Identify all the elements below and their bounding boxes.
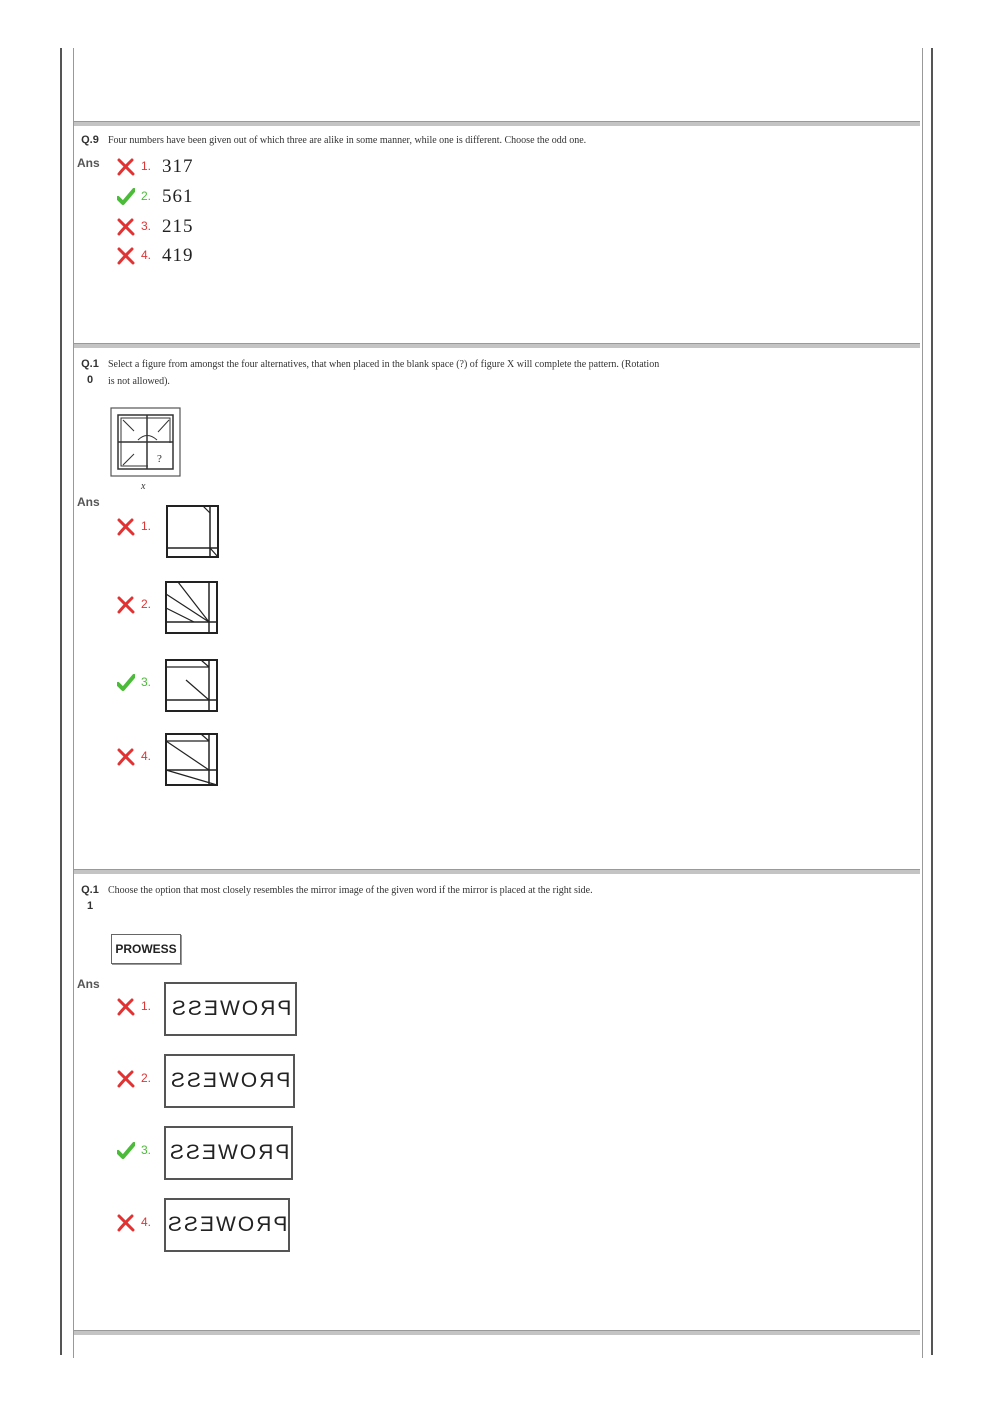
option-number: 1. xyxy=(141,519,152,533)
answer-label: Ans xyxy=(77,156,100,170)
separator xyxy=(74,1330,920,1335)
option-value: 215 xyxy=(162,216,194,237)
option-figure xyxy=(164,580,220,636)
option-number: 2. xyxy=(141,597,152,611)
option-word-box xyxy=(164,1054,295,1108)
left-rule xyxy=(60,48,62,1355)
question-text: Choose the option that most closely resembles the mirror image of the given word if the mirror is placed at the right side. xyxy=(108,885,593,896)
option-number: 2. xyxy=(141,1071,152,1085)
separator xyxy=(74,869,920,874)
cross-icon xyxy=(117,998,135,1016)
check-icon xyxy=(117,1142,135,1160)
question-number xyxy=(77,882,103,914)
option-number: 1. xyxy=(141,999,152,1013)
option-number: 3. xyxy=(141,219,152,233)
cross-icon xyxy=(117,748,135,766)
question-9 xyxy=(77,132,917,332)
question-10 xyxy=(77,356,917,856)
question-text: Select a figure from amongst the four alternatives, that when placed in the blank space (?) of figure X will complete the pattern. (Rotation is not allowed). xyxy=(108,359,660,387)
option-word-box xyxy=(164,982,297,1036)
option-number: 3. xyxy=(141,1143,152,1157)
option-value: 419 xyxy=(162,245,194,266)
question-text: Four numbers have been given out of which three are alike in some manner, while one is different. Choose the odd one. xyxy=(108,135,587,146)
question-number-line1: Q.1 xyxy=(81,358,99,370)
option-word: PROWESS xyxy=(169,997,292,1020)
option-number: 1. xyxy=(141,159,152,173)
question-number xyxy=(77,356,103,388)
question-number-line2: 0 xyxy=(86,374,94,386)
cross-icon xyxy=(117,1070,135,1088)
option-word-box xyxy=(164,1126,293,1180)
right-rule xyxy=(931,48,933,1355)
cross-icon xyxy=(117,158,135,176)
option-number: 2. xyxy=(141,189,152,203)
answer-label: Ans xyxy=(77,977,100,991)
given-word: PROWESS xyxy=(111,934,181,964)
option-figure xyxy=(165,504,221,560)
answer-label: Ans xyxy=(77,495,100,509)
option-figure xyxy=(164,732,220,788)
separator xyxy=(74,121,920,126)
question-number-line2: 1 xyxy=(86,900,94,912)
question-11 xyxy=(77,882,917,1322)
question-number: Q.9 xyxy=(81,134,99,146)
check-icon xyxy=(117,674,135,692)
option-word: PROWESS xyxy=(168,1069,291,1092)
option-number: 4. xyxy=(141,749,152,763)
option-word-box xyxy=(164,1198,290,1252)
figure-x xyxy=(110,407,182,491)
cross-icon xyxy=(117,1214,135,1232)
option-value: 561 xyxy=(162,186,194,207)
cross-icon xyxy=(117,518,135,536)
option-word: PROWESS xyxy=(167,1141,290,1164)
figure-blank-mark: ? xyxy=(157,453,162,465)
option-word: PROWESS xyxy=(166,1213,288,1236)
option-number: 4. xyxy=(141,1215,152,1229)
option-value: 317 xyxy=(162,156,194,177)
cross-icon xyxy=(117,247,135,265)
separator xyxy=(74,343,920,348)
question-number-line1: Q.1 xyxy=(81,884,99,896)
option-number: 3. xyxy=(141,675,152,689)
check-icon xyxy=(117,188,135,206)
option-number: 4. xyxy=(141,248,152,262)
option-figure xyxy=(164,658,220,714)
cross-icon xyxy=(117,218,135,236)
figure-label: x xyxy=(141,481,146,491)
cross-icon xyxy=(117,596,135,614)
